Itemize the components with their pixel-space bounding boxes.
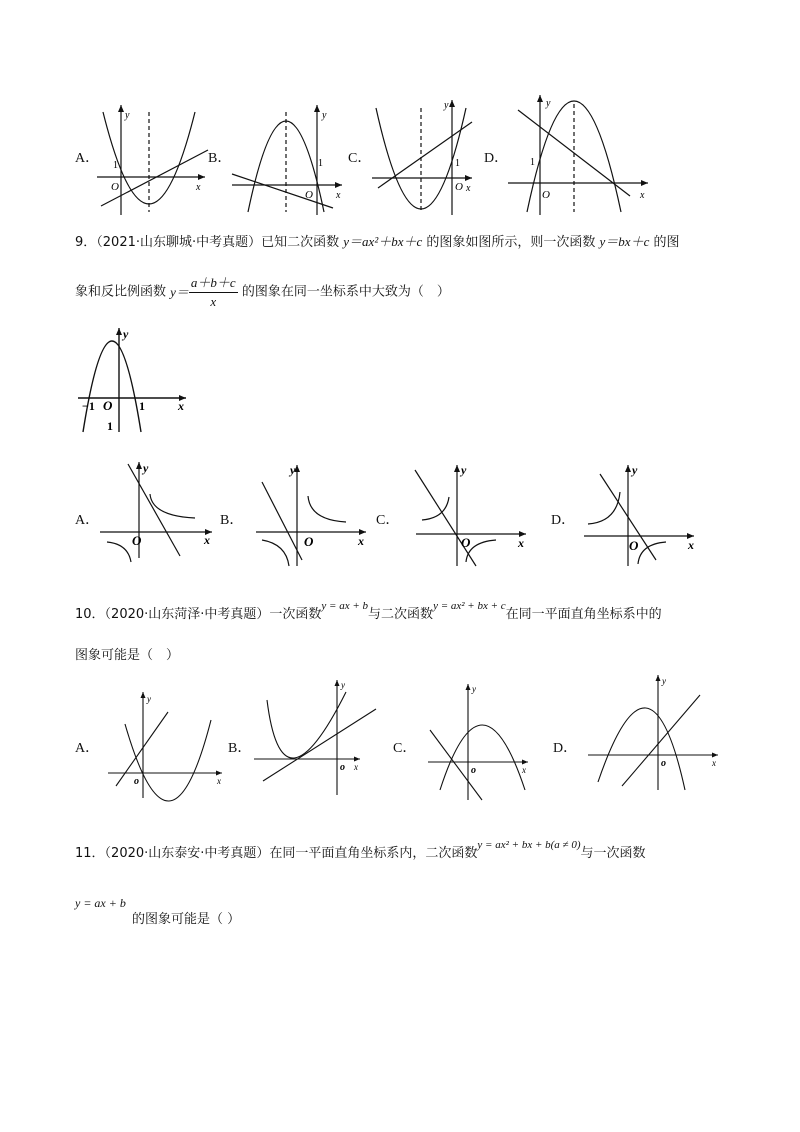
y-label: y [125, 110, 130, 121]
svg-text:x: x [466, 183, 471, 194]
svg-text:1: 1 [107, 419, 113, 433]
q9-option-a-label: A． [75, 513, 100, 528]
svg-text:x: x [217, 776, 221, 786]
svg-text:y: y [290, 463, 296, 477]
q8-option-d-label: D． [484, 151, 509, 166]
q10-number: 10． [75, 607, 105, 622]
svg-text:x: x [354, 762, 358, 772]
svg-text:x: x [522, 765, 526, 775]
q11-source: （2020·山东泰安·中考真题） [104, 846, 270, 861]
q10-line-2: 图象可能是（ ） [75, 648, 180, 663]
svg-text:x: x [178, 399, 184, 413]
q10-linear-func: y = ax + b [321, 600, 369, 612]
q9-line-2: 象和反比例函数 y＝ $\frac{a+b+c}{x}$ 的图象在同一坐标系中大致为（ ） [75, 275, 450, 309]
svg-text:x: x [358, 534, 364, 548]
q9-quadratic-func: y＝ax²＋bx＋c [343, 234, 423, 249]
svg-text:o: o [471, 765, 476, 776]
svg-text:o: o [340, 762, 345, 773]
svg-text:y: y [472, 684, 476, 694]
line [622, 695, 700, 786]
svg-text:y: y [461, 463, 467, 477]
q9-linear-func: y＝bx＋c [599, 234, 650, 249]
svg-text:x: x [640, 190, 645, 201]
svg-text:1: 1 [139, 399, 145, 413]
svg-text:x: x [688, 538, 694, 552]
q10-option-d-label: D． [553, 741, 578, 756]
x-label: x [196, 182, 201, 193]
q11-quadratic-func: y = ax² + bx + b(a ≠ 0) [477, 839, 581, 851]
svg-text:O: O [542, 189, 550, 201]
origin-label: O [111, 181, 119, 193]
svg-text:x: x [204, 533, 210, 547]
svg-text:y: y [147, 694, 151, 704]
q8-option-b-label: B． [208, 151, 232, 166]
q10-option-a-label: A． [75, 741, 100, 756]
q10-source: （2020·山东菏泽·中考真题） [104, 607, 270, 622]
q9-fraction: $\frac{a+b+c}{x}$ [190, 275, 236, 309]
q10-option-b-label: B． [228, 741, 252, 756]
one-label: 1 [113, 160, 118, 171]
parabola [598, 708, 685, 790]
q9-option-d-label: D． [551, 513, 576, 528]
q8-option-c-label: C． [348, 151, 372, 166]
q9-line-1: 9．（2021·山东聊城·中考真题）已知二次函数 y＝ax²＋bx＋c 的图象如图所示，则一次函数 y＝bx＋c 的图 [75, 234, 680, 250]
svg-text:y: y [322, 110, 327, 121]
q9-option-c-label: C． [376, 513, 400, 528]
q9-source: （2021·山东聊城·中考真题） [96, 235, 262, 250]
svg-text:1: 1 [530, 157, 535, 168]
svg-text:y: y [662, 676, 666, 686]
svg-text:y: y [123, 327, 129, 341]
q8-option-a-label: A． [75, 151, 100, 166]
svg-text:o: o [134, 776, 139, 787]
svg-text:O: O [305, 189, 313, 201]
q10-option-c-label: C． [393, 741, 417, 756]
q11-line-1: 11．（2020·山东泰安·中考真题）在同一平面直角坐标系内，二次函数$^{y = ax^2 + bx + b(a \ne 0)}$与一次函数 [75, 839, 646, 861]
svg-text:x: x [518, 536, 524, 550]
svg-text:y: y [546, 98, 551, 109]
q10-quadratic-func: y = ax² + bx + c [433, 600, 506, 612]
q9-number: 9． [75, 235, 97, 250]
svg-text:y: y [632, 463, 638, 477]
q9-option-b-label: B． [220, 513, 244, 528]
q11-line-2: 的图象可能是（ ） [132, 912, 241, 927]
svg-text:O: O [304, 534, 314, 549]
svg-text:1: 1 [455, 158, 460, 169]
svg-text:−1: −1 [82, 399, 95, 413]
q11-linear-func: y = ax + b [75, 896, 126, 910]
svg-text:y: y [143, 461, 149, 475]
svg-text:O: O [132, 533, 142, 548]
svg-text:O: O [461, 535, 471, 550]
svg-text:x: x [712, 758, 716, 768]
svg-text:1: 1 [318, 158, 323, 169]
svg-text:O: O [629, 538, 639, 553]
q11-number: 11． [75, 846, 105, 861]
svg-text:y: y [444, 100, 449, 111]
svg-text:x: x [336, 190, 341, 201]
svg-text:O: O [455, 181, 463, 193]
svg-text:o: o [661, 758, 666, 769]
q10-line-1: 10．（2020·山东菏泽·中考真题）一次函数$^{y = ax + b}$与二次函数$^{y = ax^2 + bx + c}$在同一平面直角坐标系中的 [75, 600, 662, 622]
svg-text:y: y [341, 680, 345, 690]
svg-text:O: O [103, 398, 113, 413]
